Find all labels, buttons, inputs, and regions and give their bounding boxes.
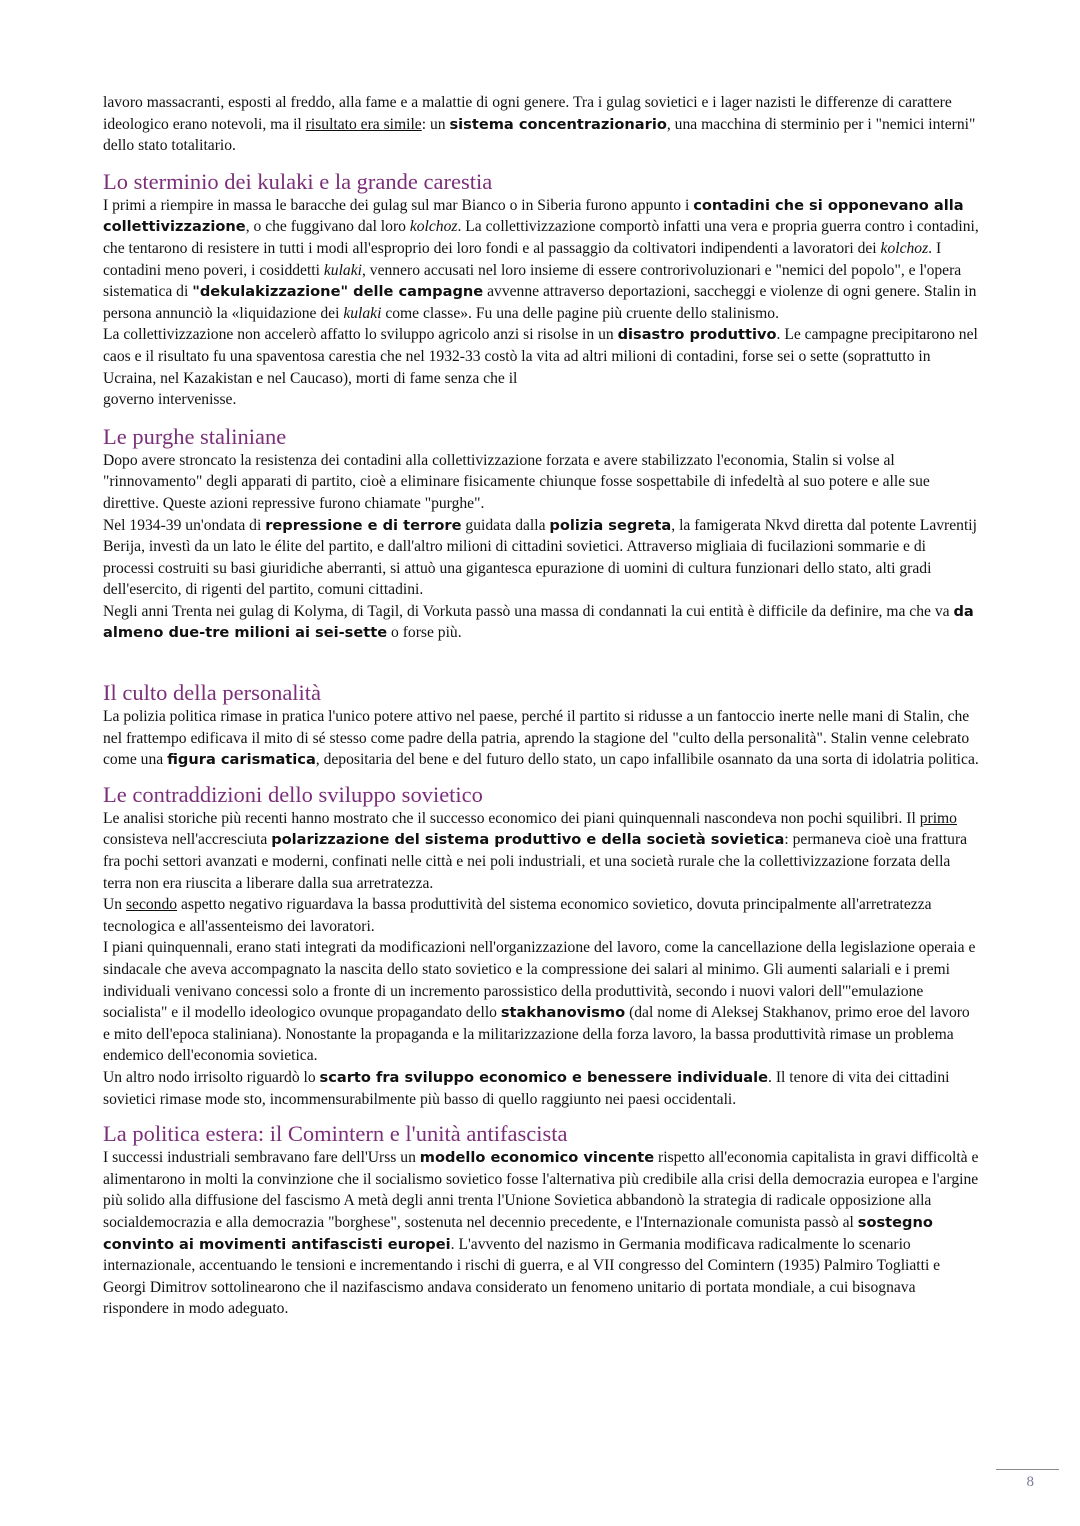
text: . I contadini meno poveri, i cosiddetti (103, 239, 942, 279)
section-heading: Lo sterminio dei kulaki e la grande carestia (103, 168, 493, 194)
paragraph (103, 515, 979, 601)
section-purghe (103, 423, 979, 644)
text: guidata dalla (461, 516, 550, 534)
text: I successi industriali sembravano fare dell'Urss un (103, 1149, 420, 1167)
bold-text: sistema concentrazionario (449, 115, 667, 133)
paragraph (103, 195, 979, 325)
paragraph (103, 601, 979, 644)
paragraph (103, 706, 979, 771)
text: La collettivizzazione non accelerò affatto lo sviluppo agricolo anzi si risolse in un (103, 326, 618, 344)
text: , la famigerata Nkvd diretta dal potente Lavrentij Berija, investì da un lato le élite del partito, e dall'altro milioni di cittadini sovietici. Attraverso migliaia di fucilazioni sommarie e di processi costruiti su basi giuridiche aberranti, si attuò una gigantesca epurazione di uomini di cultura funzionari dello stato, alti gradi dell'esercito, di rigenti del partito, comuni cittadini. (103, 516, 977, 599)
underlined-text: primo (919, 809, 957, 827)
text: , o che fuggivano dal loro (245, 218, 410, 236)
text: aspetto negativo riguardava la bassa produttività del sistema economico sovietico, dovuta principalmente all'arretratezza tecnologica e all'assenteismo dei lavoratori. (103, 896, 932, 935)
bold-text: figura carismatica (167, 751, 316, 769)
underlined-text: risultato era simile (305, 115, 422, 133)
bold-text: stakhanovismo (500, 1004, 626, 1022)
underlined-text: secondo (125, 896, 178, 914)
text: lavoro massacranti, esposti al freddo, alla fame e a malattie di ogni genere. Tra i gulag sovietici e i lager nazisti le differenze di carattere ideologico erano notevoli, ma il (103, 94, 952, 133)
section-heading: La politica estera: il Comintern e l'unità antifascista (103, 1121, 568, 1147)
italic-text: kulaki (323, 261, 362, 279)
text: : permaneva cioè una frattura fra pochi settori avanzati e moderni, confinati nelle città e nei poli industriali, et una società rurale che la collettivizzazione forzata della terra non era riuscita a liberare dalla sua arretratezza. (103, 831, 968, 892)
italic-text: kolchoz (880, 239, 929, 257)
text: come classe». Fu una delle pagine più cruente dello stalinismo. (381, 304, 779, 322)
bold-text: polarizzazione del sistema produttivo e della società sovietica (271, 831, 785, 849)
bold-text: contadini che si opponevano alla collettivizzazione (103, 196, 964, 236)
section-culto (103, 679, 979, 771)
text: . L'avvento del nazismo in Germania modificava radicalmente lo scenario internazionale, accentuando le tensioni e incrementando i rischi di guerra, e al VII congresso del Comintern (1935) Palmiro Togliatti e Georgi Dimitrov sottolinearono che il nazifascismo andava considerato un fenomeno unitario di portata mondiale, a cui bisognava rispondere in modo adeguato. (103, 1235, 941, 1318)
paragraph (103, 808, 979, 894)
text: (dal nome di Aleksej Stakhanov, primo eroe del lavoro e mito dell'epoca staliniana). Nonostante la propaganda e la militarizzazione della forza lavoro, la bassa produttività rimase un problema endemico dell'economia sovietica. (103, 1004, 970, 1065)
text: rispetto all'economia capitalista in gravi difficoltà e alimentarono in molti la convinzione che il socialismo sovietico fosse l'alternativa più credibile alla crisi della democrazia europea e l'argine più solido alla diffusione del fascismo A metà degli anni trenta l'Unione Sovietica abbandonò la strategia di radicale opposizione alla socialdemocrazia e alla democrazia "borghese", sostenuta nel decennio precedente, e l'Internazionale comunista passò al (103, 1149, 979, 1231)
paragraph (103, 324, 979, 389)
footer-divider (996, 1469, 1059, 1470)
paragraph (103, 937, 979, 1067)
text: : un (421, 115, 450, 133)
text: . La collettivizzazione comportò infatti una vera e propria guerra contro i contadini, che tentarono di resistere in tutti i modi all'esproprio dei loro fondi e al passaggio da coltivatori indipendenti a lavoratori dei (103, 218, 979, 257)
text: , depositaria del bene e del futuro dello stato, un capo infallibile osannato da una sorta di idolatria politica. (315, 751, 979, 769)
bold-text: repressione e di terrore (265, 516, 462, 534)
section-contraddizioni (103, 781, 979, 1110)
bold-text: modello economico vincente (419, 1149, 655, 1167)
text: Un altro nodo irrisolto riguardò lo (103, 1068, 320, 1086)
section-heading: Il culto della personalità (103, 680, 322, 706)
bold-text: disastro produttivo (617, 326, 777, 344)
paragraph (103, 1147, 979, 1320)
bold-text: "dekulakizzazione" delle campagne (192, 283, 484, 301)
italic-text: kulaki (343, 304, 382, 322)
text: Un (103, 896, 126, 914)
intro-paragraph (103, 92, 979, 157)
italic-text: kolchoz (409, 218, 458, 236)
paragraph: Dopo avere stroncato la resistenza dei contadini alla collettivizzazione forzata e avere stabilizzato l'economia, Stalin si volse al "rinnovamento" degli apparati di partito, cioè a eliminare fisicamente chiunque fosse sospettabile di infedeltà al suo potere e alle sue direttive. Queste azioni repressive furono chiamate "purghe". (103, 451, 930, 512)
bold-text: sostegno convinto ai movimenti antifascisti europei (103, 1213, 933, 1253)
paragraph (103, 894, 979, 937)
page-number: 8 (1026, 1474, 1034, 1490)
text: governo intervenisse. (103, 391, 237, 409)
text: , una macchina di sterminio per i "nemici interni" dello stato totalitario. (103, 115, 976, 155)
section-politica-estera (103, 1120, 979, 1320)
text: I piani quinquennali, erano stati integrati da modificazioni nell'organizzazione del lavoro, come la cancellazione della legislazione operaia e sindacale che aveva accompagnato la nascita dello stato sovietico e la compressione dei salari al minimo. Gli aumenti salariali e i premi individuali venivano concessi solo a fronte di un incremento parossistico della produttività, secondo i nuovi valori dell'"emulazione socialista" e il modello ideologico ovunque propagandato dello (103, 939, 976, 1022)
section-heading: Le contraddizioni dello sviluppo sovietico (103, 781, 483, 807)
bold-text: scarto fra sviluppo economico e benessere individuale (319, 1068, 769, 1086)
text: Nel 1934-39 un'ondata di (103, 516, 266, 534)
text: o forse più. (387, 624, 462, 642)
text: Le analisi storiche più recenti hanno mostrato che il successo economico dei piani quinquennali nascondeva non pochi squilibri. Il (103, 809, 920, 827)
document-page (103, 92, 979, 1320)
bold-text: polizia segreta (549, 516, 672, 534)
section-kulaki (103, 168, 979, 411)
paragraph (103, 1067, 979, 1110)
paragraph (103, 389, 979, 411)
text: La polizia politica rimase in pratica l'unico potere attivo nel paese, perché il partito si ridusse a un fantoccio inerte nelle mani di Stalin, che nel frattempo edificava il mito di sé stesso come padre della patria, aprendo la stagione del "culto della personalità". Stalin venne celebrato come una (103, 708, 970, 769)
text: consisteva nell'accresciuta (103, 831, 272, 849)
text: Negli anni Trenta nei gulag di Kolyma, di Tagil, di Vorkuta passò una massa di condannati la cui entità è difficile da definire, ma che va (103, 602, 954, 620)
text: , vennero accusati nel loro insieme di essere controrivoluzionari e "nemici del popolo", e l'opera sistematica di (103, 261, 962, 301)
bold-text: da almeno due-tre milioni ai sei-sette (103, 602, 974, 642)
text: . Il tenore di vita dei cittadini sovietici rimase mode sto, incommensurabilmente più basso di quello raggiunto nei paesi occidentali. (103, 1068, 950, 1108)
section-heading: Le purghe staliniane (103, 423, 287, 449)
text: avvenne attraverso deportazioni, saccheggi e violenze di ogni genere. Stalin in persona annunciò la «liquidazione dei (103, 283, 977, 322)
text: I primi a riempire in massa le baracche dei gulag sul mar Bianco o in Siberia furono appunto i (103, 196, 694, 214)
text: . Le campagne precipitarono nel caos e il risultato fu una spaventosa carestia che nel 1932-33 costò la vita ad altri milioni di contadini, forse sei o sette (soprattutto in Ucraina, nel Kazakistan e nel Caucaso), morti di fame senza che il (103, 326, 978, 387)
